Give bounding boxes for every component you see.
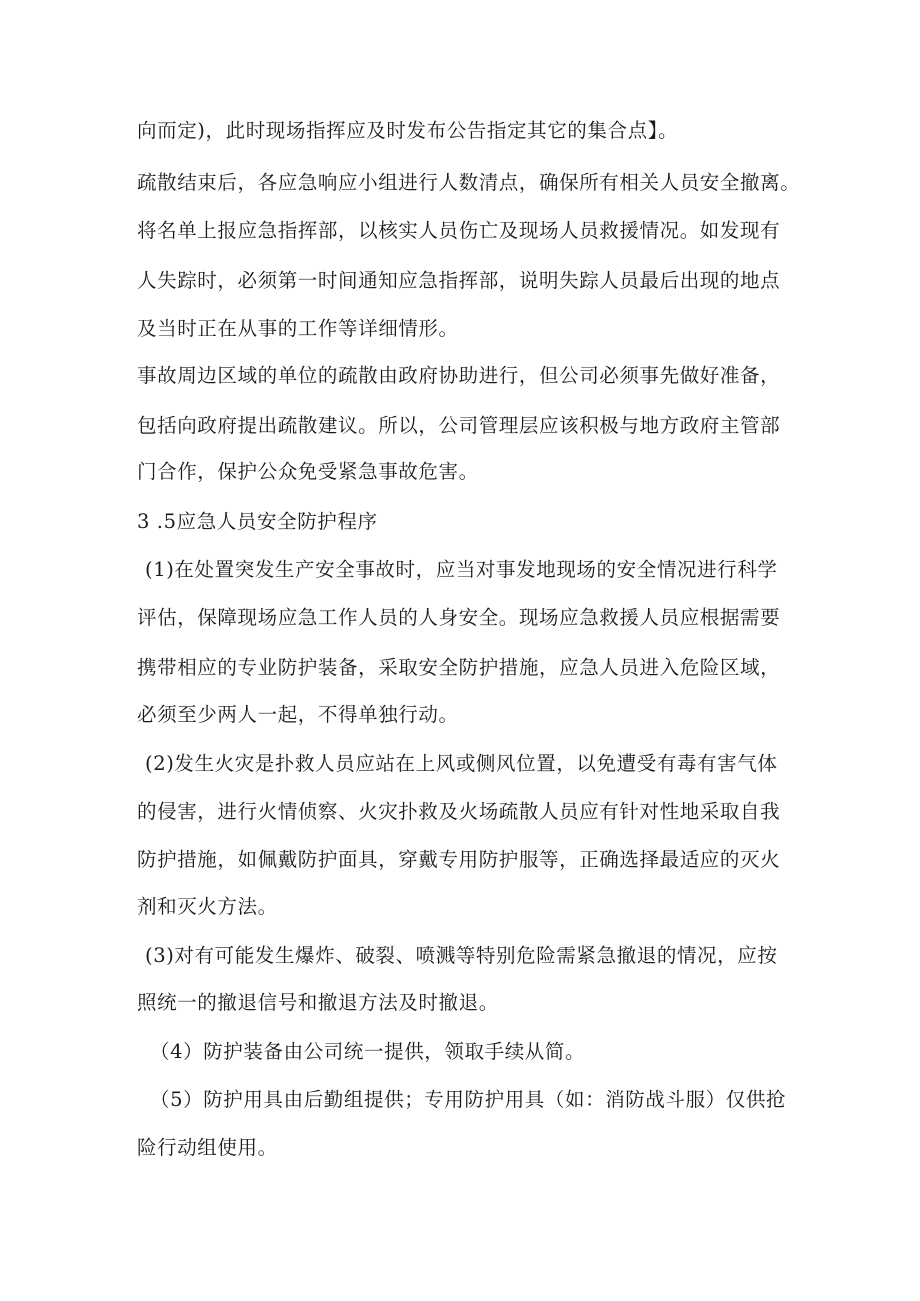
text-line: （5）防护用具由后勤组提供；专用防护用具（如：消防战斗服）仅供抢 (150, 1088, 787, 1111)
text-line: 防护措施，如佩戴防护面具，穿戴专用防护服等，正确选择最适应的灭火 (137, 848, 781, 871)
text-line: 照统一的撤退信号和撤退方法及时撤退。 (137, 991, 499, 1014)
text-line: 将名单上报应急指挥部，以核实人员伤亡及现场人员救援情况。如发现有 (137, 219, 781, 242)
text-line: 包括向政府提出疏散建议。所以，公司管理层应该积极与地方政府主管部 (137, 414, 781, 437)
text-line: 人失踪时，必须第一时间通知应急指挥部，说明失踪人员最后出现的地点 (137, 269, 781, 292)
section-heading: 3 .5应急人员安全防护程序 (137, 510, 378, 533)
text-line: (2)发生火灾是扑救人员应站在上风或侧风位置，以免遭受有毒有害气体 (145, 752, 778, 775)
text-line: 及当时正在从事的工作等详细情形。 (137, 317, 459, 340)
text-line: 剂和灭火方法。 (137, 895, 278, 918)
text-line: 必须至少两人一起，不得单独行动。 (137, 703, 459, 726)
text-line: 评估，保障现场应急工作人员的人身安全。现场应急救援人员应根据需要 (137, 606, 781, 629)
text-line: 向而定)，此时现场指挥应及时发布公告指定其它的集合点】。 (137, 119, 679, 142)
text-line: (3)对有可能发生爆炸、破裂、喷溅等特别危险需紧急撤退的情况，应按 (145, 944, 778, 967)
text-line: 疏散结束后，各应急响应小组进行人数清点，确保所有相关人员安全撤离。 (137, 171, 801, 194)
text-line: 险行动组使用。 (137, 1136, 278, 1159)
text-line: 门合作，保护公众免受紧急事故危害。 (137, 460, 479, 483)
text-line: 事故周边区域的单位的疏散由政府协助进行，但公司必须事先做好准备， (137, 364, 781, 387)
text-line: 的侵害，进行火情侦察、火灾扑救及火场疏散人员应有针对性地采取自我 (137, 800, 781, 823)
text-line: （4）防护装备由公司统一提供，领取手续从简。 (150, 1040, 586, 1063)
text-line: 携带相应的专业防护装备，采取安全防护措施，应急人员进入危险区域， (137, 656, 781, 679)
text-line: (1)在处置突发生产安全事故时，应当对事发地现场的安全情况进行科学 (145, 558, 778, 581)
